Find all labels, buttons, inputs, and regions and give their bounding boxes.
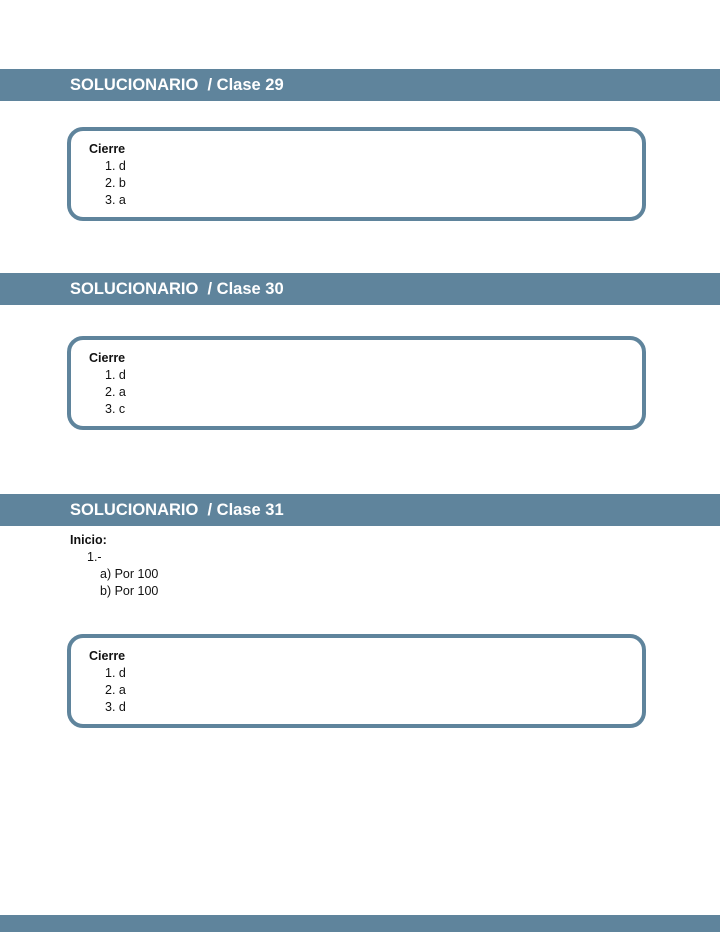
inicio-section bbox=[70, 532, 158, 600]
answer-item: 1. d bbox=[105, 666, 126, 680]
cierre-box-clase-31 bbox=[67, 634, 646, 728]
answer-item: 3. c bbox=[105, 402, 126, 416]
cierre-title: Cierre bbox=[89, 142, 126, 156]
answer-item: 3. a bbox=[105, 193, 126, 207]
answer-item: 2. b bbox=[105, 176, 126, 190]
section-title: SOLUCIONARIO / Clase 30 bbox=[70, 280, 284, 298]
footer-bar bbox=[0, 915, 720, 932]
answer-item: 3. d bbox=[105, 700, 126, 714]
inicio-subitem: b) Por 100 bbox=[100, 584, 159, 598]
section-banner-clase-30 bbox=[0, 273, 720, 305]
answer-item: 2. a bbox=[105, 683, 126, 697]
answer-item: 2. a bbox=[105, 385, 126, 399]
answer-list bbox=[105, 367, 126, 418]
answer-item: 1. d bbox=[105, 368, 126, 382]
cierre-box-clase-30 bbox=[67, 336, 646, 430]
answer-item: 1. d bbox=[105, 159, 126, 173]
inicio-subitem: a) Por 100 bbox=[100, 567, 159, 581]
inicio-item: 1.- bbox=[87, 550, 102, 564]
inicio-title: Inicio: bbox=[70, 533, 107, 547]
answer-list bbox=[105, 158, 126, 209]
section-banner-clase-29 bbox=[0, 69, 720, 101]
cierre-title: Cierre bbox=[89, 351, 126, 365]
cierre-title: Cierre bbox=[89, 649, 126, 663]
section-title: SOLUCIONARIO / Clase 29 bbox=[70, 76, 284, 94]
cierre-box-clase-29 bbox=[67, 127, 646, 221]
section-banner-clase-31 bbox=[0, 494, 720, 526]
answer-list bbox=[105, 665, 126, 716]
section-title: SOLUCIONARIO / Clase 31 bbox=[70, 501, 284, 519]
